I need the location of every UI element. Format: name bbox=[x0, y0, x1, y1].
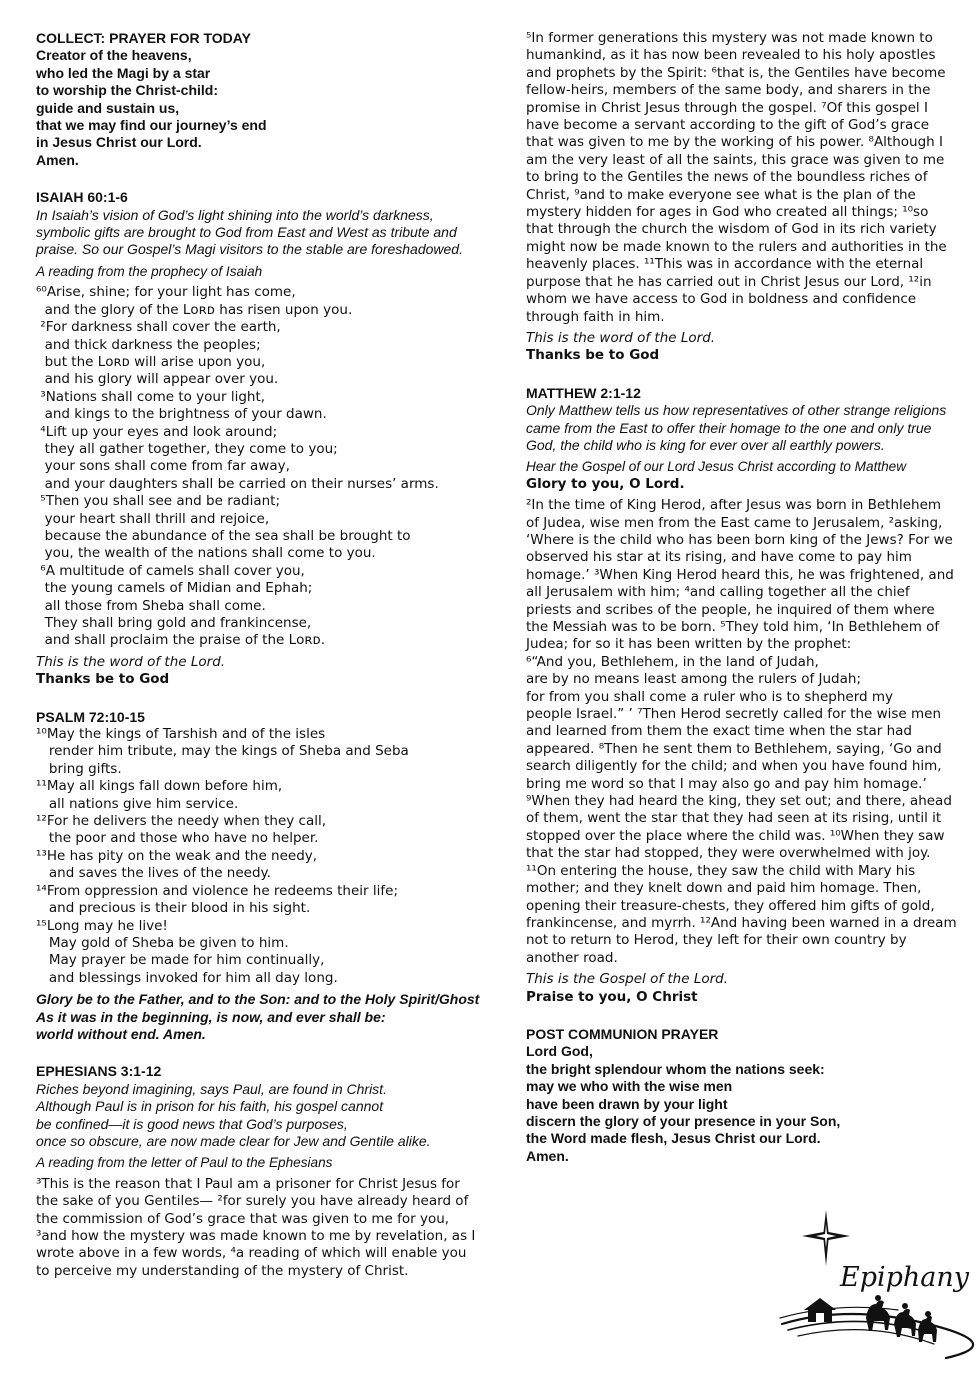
verse-line: the poor and those who have no helper. bbox=[36, 830, 319, 847]
verse-line: They shall bring gold and frankincense, bbox=[36, 615, 312, 631]
verse-line: ¹²For he delivers the needy when they call, bbox=[36, 813, 327, 830]
verse-line: ⁶⁰Arise, shine; for your light has come, bbox=[36, 284, 296, 301]
collect-line: in Jesus Christ our Lord. bbox=[36, 134, 202, 151]
verse-line: and shall proclaim the praise of the Lᴏʀᴅ. bbox=[36, 632, 326, 649]
verse-line: your heart shall thrill and rejoice, bbox=[36, 510, 270, 527]
isaiah-intro: In Isaiah’s vision of God’s light shining into the world’s darkness, symbolic gifts are brought to God from East and West as tribute and praise. So our Gospel’s Magi visitors to the stable are foreshadowed. bbox=[36, 206, 463, 258]
intro-line: Although Paul is in prison for his faith, his gospel cannot bbox=[36, 1098, 384, 1115]
verse-line: and blessings invoked for him all day long. bbox=[36, 969, 338, 986]
verse-line: your sons shall come from far away, bbox=[36, 458, 290, 475]
verse-line: ¹⁴From oppression and violence he redeems their life; bbox=[36, 882, 398, 899]
quote-line: ⁶“And you, Bethlehem, in the land of Judah, bbox=[526, 653, 819, 670]
verse-line: May gold of Sheba be given to him. bbox=[36, 934, 289, 951]
isaiah-lead: A reading from the prophecy of Isaiah bbox=[36, 263, 263, 279]
isaiah-response: Thanks be to God bbox=[36, 671, 170, 688]
ephesians-closing: This is the word of the Lord. bbox=[526, 329, 716, 346]
matthew-closing: This is the Gospel of the Lord. bbox=[526, 971, 729, 988]
ephesians-section bbox=[36, 1063, 476, 1280]
isaiah-heading: ISAIAH 60:1-6 bbox=[36, 189, 128, 206]
verse-line: because the abundance of the sea shall be brought to bbox=[36, 527, 411, 544]
verse-line: and saves the lives of the needy. bbox=[36, 865, 271, 882]
prayer-line: discern the glory of your presence in your Son, bbox=[526, 1112, 841, 1129]
verse-line: all nations give him service. bbox=[36, 795, 239, 812]
ephesians-text-part2: ⁵In former generations this mystery was not made known to humankind, as it has now been revealed to his holy apostles and prophets by the Spirit: ⁶that is, the Gentiles have become fellow-heirs, members of the same body, and sharers in the promise in Christ Jesus through the gospel. ⁷Of this gospel I have become a servant according to the gift of God’s grace that was given to me by the working of his power. ⁸Although I am the very least of all the saints, this grace was given to me to bring to the Gentiles the news of the boundless riches of Christ, ⁹and to make everyone see what is the plan of the mystery hidden for ages in God who created all things; ¹⁰so that through the church the wisdom of God in its rich variety might now be made known to the rulers and authorities in the heavenly places. ¹¹This was in accordance with the eternal purpose that he has carried out in Christ Jesus our Lord, ¹²in whom we have access to God in boldness and confidence through faith in him. bbox=[526, 30, 947, 325]
psalm-section bbox=[36, 708, 480, 1044]
verse-line: and the glory of the Lᴏʀᴅ has risen upon you. bbox=[36, 301, 353, 318]
matthew-text-part1: ²In the time of King Herod, after Jesus was born in Bethlehem of Judea, wise men from the East came to Jerusalem, ²asking, ‘Where is the child who has been born king of the Jews? For we observed his star at its rising, and have come to pay him homage.’ ³When King Herod heard this, he was frightened, and all Jerusalem with him; ⁴and calling together all the chief priests and scribes of the people, he inquired of them where the Messiah was to be born. ⁵They told him, ‘In Bethlehem of Judea; for so it has been written by the prophet: bbox=[526, 497, 954, 653]
gloria bbox=[36, 991, 480, 1043]
gloria-line: world without end. Amen. bbox=[36, 1025, 206, 1042]
prayer-line: the Word made flesh, Jesus Christ our Lord. bbox=[526, 1130, 821, 1147]
verse-line: bring gifts. bbox=[36, 760, 122, 777]
matthew-heading: MATTHEW 2:1-12 bbox=[526, 384, 641, 401]
stable-icon bbox=[804, 1298, 836, 1322]
verse-line: and kings to the brightness of your dawn. bbox=[36, 406, 327, 423]
verse-line: ¹³He has pity on the weak and the needy, bbox=[36, 847, 318, 864]
logo-word: Epiphany bbox=[840, 1262, 970, 1293]
post-communion-heading: POST COMMUNION PRAYER bbox=[526, 1025, 719, 1042]
matthew-text-part2: people Israel.” ’ ⁷Then Herod secretly called for the wise men and learned from them the exact time when the star had appeared. ⁸Then he sent them to Bethlehem, saying, ‘Go and search diligently for the child; and when you have found him, bring me word so that I may also go and pay him homage.’ ⁹When they had heard the king, they set out; and there, ahead of them, went the star that they had seen at its rising, until it stopped over the place where the child was. ¹⁰When they saw that the star had stopped, they were overwhelmed with joy. ¹¹On entering the house, they saw the child with Mary his mother; and they knelt down and paid him homage. Then, opening their treasure-chests, they offered him gifts of gold, frankincense, and myrrh. ¹²And having been warned in a dream not to return to Herod, they left for their own country by another road. bbox=[526, 706, 957, 966]
left-column bbox=[36, 30, 480, 1300]
verse-line: the young camels of Midian and Ephah; bbox=[36, 580, 313, 597]
verse-line: they all gather together, they come to you; bbox=[36, 440, 338, 457]
star-and-magi-icon bbox=[778, 1206, 970, 1366]
collect-prayer bbox=[36, 47, 476, 169]
prayer-line: may we who with the wise men bbox=[526, 1078, 733, 1095]
matthew-lead: Hear the Gospel of our Lord Jesus Christ according to Matthew bbox=[526, 459, 907, 475]
verse-line: May prayer be made for him continually, bbox=[36, 952, 325, 969]
verse-line: ³Nations shall come to your light, bbox=[36, 388, 266, 405]
verse-line: render him tribute, may the kings of Sheba and Seba bbox=[36, 743, 409, 760]
verse-line: ⁶A multitude of camels shall cover you, bbox=[36, 562, 305, 579]
verse-line: and thick darkness the peoples; bbox=[36, 336, 261, 353]
quote-line: for from you shall come a ruler who is to shepherd my bbox=[526, 688, 894, 705]
quote-line: are by no means least among the rulers of Judah; bbox=[526, 671, 862, 688]
prayer-line: Lord God, bbox=[526, 1043, 593, 1060]
right-column bbox=[526, 30, 958, 1185]
isaiah-section bbox=[36, 189, 476, 688]
verse-line: ⁵Then you shall see and be radiant; bbox=[36, 493, 281, 510]
collect-line: to worship the Christ-child: bbox=[36, 82, 218, 99]
verse-line: all those from Sheba shall come. bbox=[36, 597, 266, 614]
ephesians-lead: A reading from the letter of Paul to the Ephesians bbox=[36, 1155, 333, 1171]
verse-line: but the Lᴏʀᴅ will arise upon you, bbox=[36, 353, 266, 370]
verse-line: and precious is their blood in his sight. bbox=[36, 900, 311, 917]
verse-line: you, the wealth of the nations shall come to you. bbox=[36, 545, 376, 562]
intro-line: Riches beyond imagining, says Paul, are found in Christ. bbox=[36, 1080, 387, 1097]
ephesians-response: Thanks be to God bbox=[526, 347, 660, 364]
matthew-response: Praise to you, O Christ bbox=[526, 988, 698, 1005]
ephesians-continued bbox=[526, 30, 958, 365]
ephesians-text-part1: ³This is the reason that I Paul am a prisoner for Christ Jesus for the sake of you Gentiles— ²for surely you have already heard of the commission of God’s grace that was given to me for you, ³and how the mystery was made known to me by revelation, as I wrote above in a few words, ⁴a reading of which will enable you to perceive my understanding of the mystery of Christ. bbox=[36, 1175, 476, 1279]
isaiah-closing: This is the word of the Lord. bbox=[36, 653, 226, 670]
verse-line: ¹¹May all kings fall down before him, bbox=[36, 778, 283, 795]
post-communion-section bbox=[526, 1026, 958, 1165]
intro-line: once so obscure, are now made clear for Jew and Gentile alike. bbox=[36, 1132, 431, 1149]
star-icon bbox=[802, 1210, 850, 1266]
verse-line: ¹⁰May the kings of Tarshish and of the isles bbox=[36, 726, 326, 743]
collect-line: Creator of the heavens, bbox=[36, 47, 192, 64]
post-communion-prayer bbox=[526, 1043, 958, 1165]
psalm-heading: PSALM 72:10-15 bbox=[36, 708, 145, 725]
prayer-line: Amen. bbox=[526, 1147, 569, 1164]
matthew-intro: Only Matthew tells us how representatives of other strange religions came from the East to offer their homage to the one and only true God, the child who is king for ever over all earthly powers. bbox=[526, 402, 947, 453]
matthew-lead-response: Glory to you, O Lord. bbox=[526, 475, 685, 492]
collect-line: Amen. bbox=[36, 151, 79, 168]
matthew-section bbox=[526, 385, 958, 1006]
collect-line: guide and sustain us, bbox=[36, 99, 180, 116]
verse-line: and his glory will appear over you. bbox=[36, 371, 279, 388]
prayer-line: have been drawn by your light bbox=[526, 1095, 728, 1112]
gloria-line: As it was in the beginning, is now, and ever shall be: bbox=[36, 1008, 386, 1025]
collect-section bbox=[36, 30, 476, 169]
collect-heading: COLLECT: PRAYER FOR TODAY bbox=[36, 30, 251, 46]
gloria-line: Glory be to the Father, and to the Son: and to the Holy Spirit/Ghost bbox=[36, 991, 480, 1008]
matthew-quote bbox=[526, 654, 958, 706]
prayer-line: the bright splendour whom the nations seek: bbox=[526, 1060, 825, 1077]
verse-line: ⁴Lift up your eyes and look around; bbox=[36, 423, 278, 440]
ephesians-heading: EPHESIANS 3:1-12 bbox=[36, 1063, 162, 1080]
verse-line: and your daughters shall be carried on their nurses’ arms. bbox=[36, 475, 439, 492]
ephesians-intro bbox=[36, 1081, 476, 1151]
intro-line: be confined—it is good news that God’s purposes, bbox=[36, 1115, 348, 1132]
collect-line: that we may find our journey’s end bbox=[36, 117, 267, 134]
verse-line: ²For darkness shall cover the earth, bbox=[36, 319, 281, 336]
psalm-text bbox=[36, 726, 476, 987]
isaiah-text bbox=[36, 284, 476, 650]
verse-line: ¹⁵Long may he live! bbox=[36, 917, 168, 934]
collect-line: who led the Magi by a star bbox=[36, 64, 211, 81]
